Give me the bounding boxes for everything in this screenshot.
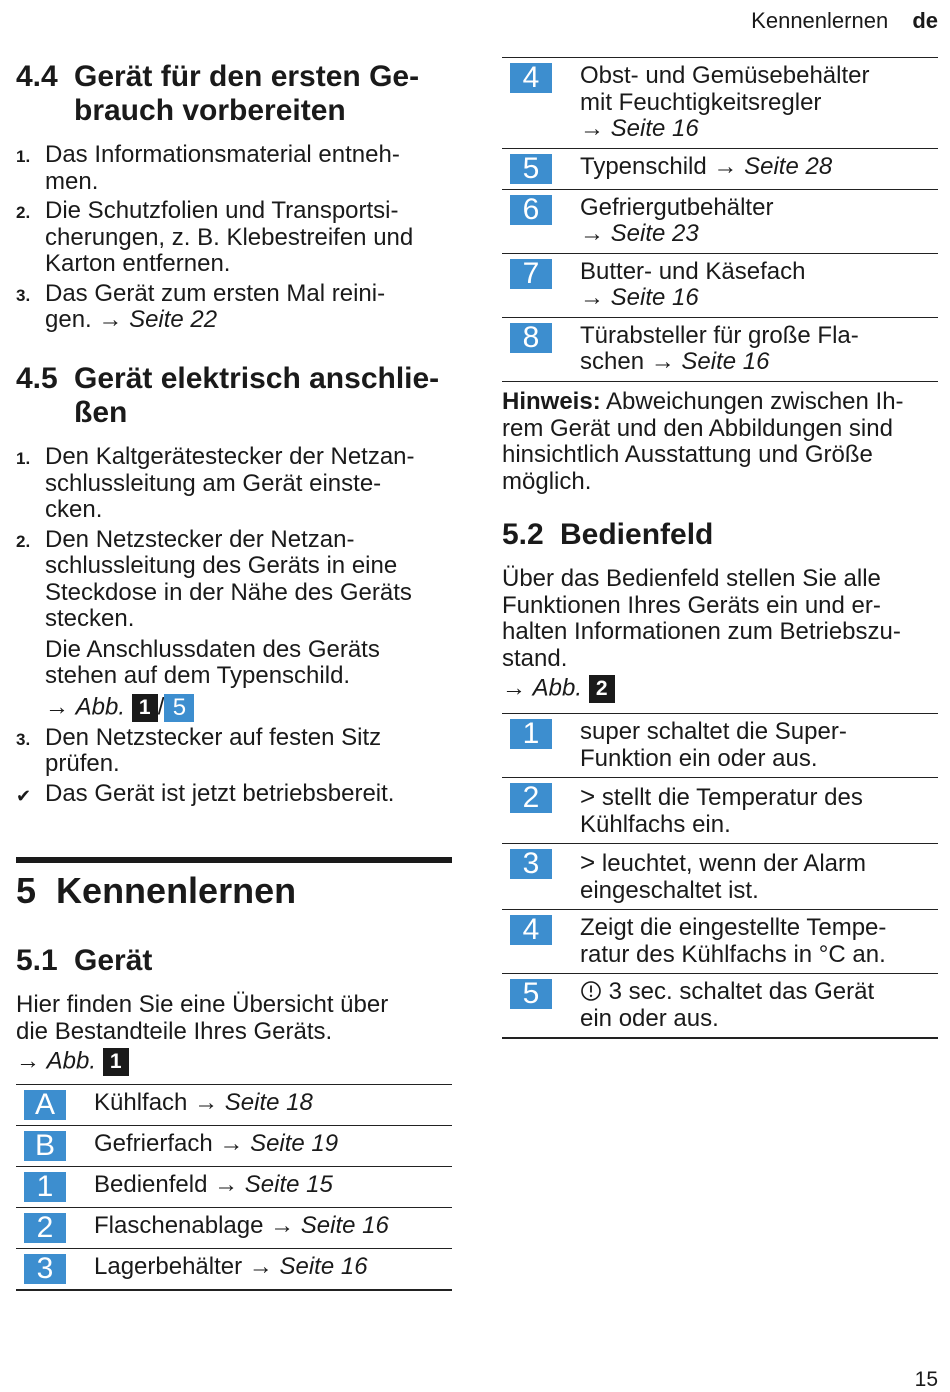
power-info-icon <box>580 980 602 1002</box>
step-item: 3. Das Gerät zum ersten Mal reini- gen. → Seite 22 <box>16 279 386 333</box>
position-badge: 2 <box>510 783 552 813</box>
chapter-heading: 5 Kennenlernen <box>16 870 297 911</box>
table-row: 1 Bedienfeld → Seite 15 <box>16 1167 452 1208</box>
page-link[interactable]: Seite 15 <box>244 1171 333 1198</box>
section-5-2 <box>502 518 938 1039</box>
position-badge: 1 <box>24 1172 66 1202</box>
step-item: 1. Den Kaltgerätestecker der Netzan- schlussleitung am Gerät einste- cken. <box>16 443 415 523</box>
position-badge: 3 <box>510 849 552 879</box>
table-row: B Gefrierfach → Seite 19 <box>16 1126 452 1167</box>
table-row: 8 Türabsteller für große Fla- schen → Seite 16 <box>502 318 938 382</box>
running-header <box>751 8 938 34</box>
chapter-rule <box>16 857 452 863</box>
table-row: 2 Flaschenablage → Seite 16 <box>16 1208 452 1249</box>
page-number: 15 <box>914 1368 938 1391</box>
arrow-right-icon: → <box>580 115 604 142</box>
arrow-right-icon: → <box>580 284 604 311</box>
section-intro: Über das Bedienfeld stellen Sie alle Funktionen Ihres Geräts ein und er- halten Informationen zum Betriebszu- stand. <box>502 565 901 672</box>
arrow-right-icon: → <box>214 1171 239 1198</box>
arrow-right-icon: → <box>219 1130 244 1157</box>
step-item: 3. Den Netzstecker auf festen Sitz prüfen. <box>16 723 382 777</box>
section-5-1 <box>16 944 452 1291</box>
arrow-right-icon: → <box>194 1089 219 1116</box>
position-badge: 4 <box>510 63 552 93</box>
header-language: de <box>912 8 938 33</box>
position-badge: B <box>24 1131 66 1161</box>
arrow-right-icon: → <box>502 674 526 702</box>
table-row: 1 super schaltet die Super- Funktion ein oder aus. <box>502 714 938 778</box>
figure-reference: → Abb. 2 <box>502 675 938 703</box>
section-4-5 <box>16 362 452 812</box>
page-link[interactable]: Seite 16 <box>610 115 699 142</box>
arrow-right-icon: → <box>45 692 69 720</box>
connection-note: Die Anschlussdaten des Geräts stehen auf dem Typenschild. <box>45 635 380 689</box>
position-badge: 2 <box>24 1213 66 1243</box>
hinweis-label: Hinweis: <box>502 388 601 415</box>
position-badge: 4 <box>510 915 552 945</box>
arrow-right-icon: → <box>16 1047 40 1075</box>
heading-5-2: 5.2 Bedienfeld <box>502 518 714 551</box>
chapter-5 <box>16 857 452 912</box>
position-badge: 8 <box>510 323 552 353</box>
result-item: ✔ Das Gerät ist jetzt betriebsbereit. <box>16 781 452 810</box>
arrow-right-icon: → <box>713 152 738 180</box>
step-item: 2. Den Netzstecker der Netzan- schlussleitung des Geräts in eine Steckdose in der Nähe des Geräts stecken. <box>16 525 412 632</box>
step-item: 1. Das Informationsmaterial entneh- men. <box>16 141 400 195</box>
parts-table <box>16 1084 452 1291</box>
heading-5-1: 5.1 Gerät <box>16 944 153 977</box>
steps-4-5 <box>16 444 452 633</box>
position-badge: 5 <box>164 694 194 722</box>
position-badge: A <box>24 1090 66 1120</box>
position-badge: 3 <box>24 1254 66 1284</box>
arrow-right-icon: → <box>650 348 675 375</box>
figure-badge: 1 <box>103 1048 129 1076</box>
arrow-right-icon: → <box>270 1212 295 1239</box>
table-row: 4 Obst- und Gemüsebehälter mit Feuchtigkeitsregler → Seite 16 <box>502 58 938 149</box>
table-row: 5 Typenschild → Seite 28 <box>502 149 938 190</box>
figure-reference: → Abb. 1 / 5 <box>16 694 452 722</box>
page-link[interactable]: Seite 22 <box>129 306 218 333</box>
figure-reference: → Abb. 1 <box>16 1048 452 1076</box>
checkmark-icon: ✔ <box>16 785 32 806</box>
chevron-right-icon: > <box>580 781 596 811</box>
heading-4-4: 4.4 Gerät für den ersten Ge- brauch vorbereiten <box>16 60 420 127</box>
page-link[interactable]: Seite 18 <box>224 1089 313 1116</box>
table-row: 2 > stellt die Temperatur des Kühlfachs ein. <box>502 778 938 844</box>
position-badge: 5 <box>510 154 552 184</box>
position-badge: 1 <box>510 719 552 749</box>
page-link[interactable]: Seite 16 <box>279 1253 368 1280</box>
table-row: 6 Gefriergutbehälter → Seite 23 <box>502 190 938 254</box>
arrow-right-icon: → <box>98 306 123 333</box>
control-panel-table <box>502 713 938 1039</box>
step-item: 2. Die Schutzfolien und Transportsi- cherungen, z. B. Klebestreifen und Karton entfernen. <box>16 197 414 277</box>
parts-table-continued <box>502 57 938 382</box>
page-link[interactable]: Seite 16 <box>681 348 770 375</box>
page-link[interactable]: Seite 16 <box>610 284 699 311</box>
header-section-title: Kennenlernen <box>751 8 889 33</box>
section-4-4 <box>16 60 452 337</box>
chevron-right-icon: > <box>580 847 596 877</box>
table-row: 3 > leuchtet, wenn der Alarm eingeschaltet ist. <box>502 844 938 910</box>
figure-badge: 1 <box>132 694 158 722</box>
table-row: 5 3 sec. schaltet das Gerät ein oder aus. <box>502 974 938 1039</box>
steps-4-5-cont <box>16 725 452 810</box>
table-row: 3 Lagerbehälter → Seite 16 <box>16 1249 452 1291</box>
heading-4-5: 4.5 Gerät elektrisch anschlie- ßen <box>16 362 440 429</box>
arrow-right-icon: → <box>248 1253 273 1280</box>
arrow-right-icon: → <box>580 220 604 247</box>
steps-4-4 <box>16 142 452 334</box>
table-row: 4 Zeigt die eingestellte Tempe- ratur des Kühlfachs in °C an. <box>502 910 938 974</box>
page-link[interactable]: Seite 28 <box>744 152 833 180</box>
figure-badge: 2 <box>589 675 615 703</box>
hinweis-note: Hinweis: Abweichungen zwischen Ih- rem Gerät und den Abbildungen sind hinsichtlich Ausstattung und Größe möglich. <box>502 388 904 495</box>
position-badge: 7 <box>510 259 552 289</box>
page-link[interactable]: Seite 23 <box>610 220 699 247</box>
position-badge: 5 <box>510 979 552 1009</box>
page-link[interactable]: Seite 16 <box>300 1212 389 1239</box>
table-row: A Kühlfach → Seite 18 <box>16 1085 452 1126</box>
position-badge: 6 <box>510 195 552 225</box>
page-link[interactable]: Seite 19 <box>250 1130 339 1157</box>
section-intro: Hier finden Sie eine Übersicht über die Bestandteile Ihres Geräts. <box>16 991 389 1045</box>
table-row: 7 Butter- und Käsefach → Seite 16 <box>502 254 938 318</box>
